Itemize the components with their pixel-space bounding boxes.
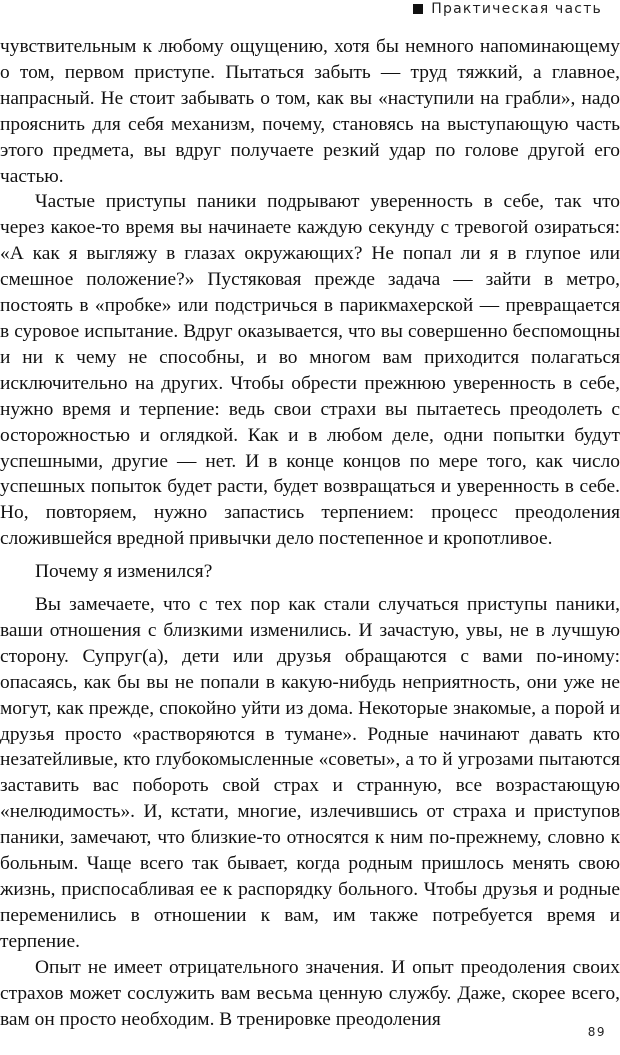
running-head	[413, 1, 602, 17]
page-number: 89	[587, 1025, 606, 1039]
paragraph: Частые приступы паники подрывают уверенность в себе, так что через какое-то время вы начинаете каждую секунду с тревогой озираться: «А как я выгляжу в глазах окружающих? Не попал ли я в глупое или смешное положение?» Пустяковая прежде задача — зайти в метро, постоять в «пробке» или подстричься в парикмахерской — превращается в суровое испытание. Вдруг оказывается, что вы совершенно беспомощны и ни к чему не способны, и во многом вам приходится полагаться исключительно на других. Чтобы обрести прежнюю уверенность в себе, нужно время и терпение: ведь свои страхи вы пытаетесь преодолеть с осторожностью и оглядкой. Как и в любом деле, одни попытки будут успешными, другие — нет. И в конце концов по мере того, как число успешных попыток будет расти, будет возвращаться и уверенность в себе. Но, повторяем, нужно запастись терпением: процесс преодоления сложившейся вредной привычки дело постепенное и кропотливое.	[0, 191, 620, 550]
filled-square-icon	[413, 4, 423, 14]
paragraph-continued: чувствительным к любому ощущению, хотя бы немного напоминающему о том, первом приступе. Пытаться забыть — труд тяжкий, а главное, напрасный. Не стоит забывать о том, как вы «наступили на грабли», надо прояснить для себя механизм, почему, становясь на выступающую часть этого предмета, вы вдруг получаете резкий удар по голове другой его частью.	[0, 36, 620, 187]
paragraph: Вы замечаете, что с тех пор как стали случаться приступы паники, ваши отношения с близкими изменились. И зачастую, увы, не в лучшую сторону. Супруг(а), дети или друзья обращаются с вами по-иному: опасаясь, как бы вы не попали в какую-нибудь неприятность, они уже не могут, как прежде, спокойно уйти из дома. Некоторые знакомые, а порой и друзья просто «растворяются в тумане». Родные начинают давать кто незатейливые, кто глубокомысленные «советы», а то й угрозами пытаются заставить вас побороть свой страх и странную, все возрастающую «нелюдимость». И, кстати, многие, излечившись от страха и приступов паники, замечают, что близкие-то относятся к ним по-прежнему, словно к больным. Чаще всего так бывает, когда родным пришлось менять свою жизнь, приспосабливая ее к распорядку больного. Чтобы друзья и родные переменились в отношении к вам, им также потребуется время и терпение.	[0, 594, 620, 952]
section-title: Практическая часть	[431, 1, 602, 17]
question-heading: Почему я изменился?	[35, 561, 213, 583]
paragraph: Опыт не имеет отрицательного значения. И опыт преодоления своих страхов может сослужить вам весьма ценную службу. Даже, скорее всего, вам он просто необходим. В тренировке преодоления	[0, 956, 620, 1030]
body-text	[0, 34, 620, 1032]
